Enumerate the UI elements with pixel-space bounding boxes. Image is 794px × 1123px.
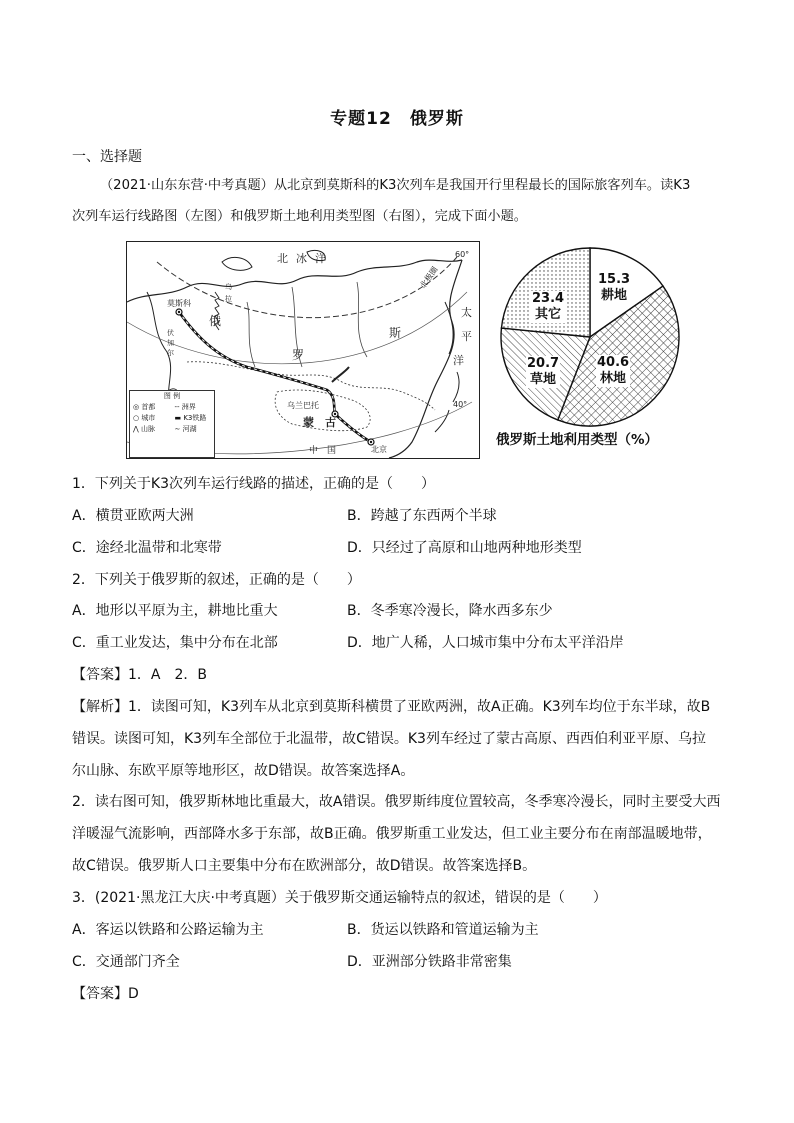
- map-legend: [129, 390, 215, 458]
- pie-slices: [501, 248, 679, 426]
- moscow-label: 莫斯科: [167, 299, 191, 308]
- legend-capital: ◎ 首都: [133, 403, 156, 411]
- arctic-circle-label: 北极圈: [418, 265, 440, 290]
- arctic-ocean-label: 北冰洋: [277, 252, 334, 265]
- analysis-line-2: 错误。读图可知，K3列车全部位于北温带，故C错误。K3列车经过了蒙古高原、西西伯利亚平原、乌拉: [72, 731, 706, 747]
- border-icon: ‐‐: [174, 403, 180, 411]
- q2-option-d: D．地广人稀，人口城市集中分布太平洋沿岸: [347, 635, 624, 651]
- analysis-line-6: 故C错误。俄罗斯人口主要集中分布在欧洲部分，故D错误。故答案选择B。: [72, 858, 537, 874]
- lat-40-label: 40°: [453, 400, 468, 409]
- grassland-label: [526, 356, 560, 388]
- other-value: 23.4: [532, 291, 565, 306]
- q3-option-a: A．客运以铁路和公路运输为主: [72, 922, 264, 938]
- river-icon: ∼: [174, 425, 181, 433]
- q1-stem: 1．下列关于K3次列车运行线路的描述，正确的是（ ）: [72, 476, 435, 492]
- northern-coastline: [127, 260, 462, 302]
- farmland-value: 15.3: [598, 272, 631, 287]
- intro-line-1: （2021·山东东营·中考真题）从北京到莫斯科的K3次列车是我国开行里程最长的国际旅客列车。读K3: [100, 178, 691, 193]
- q3-stem: 3．(2021·黑龙江大庆·中考真题）关于俄罗斯交通运输特点的叙述，错误的是（ ）: [72, 890, 607, 906]
- farmland-name: 耕地: [601, 288, 628, 303]
- page-title: 专题12 俄罗斯: [330, 109, 464, 129]
- arctic-circle-line: [157, 257, 457, 318]
- legend-city: ○ 城市: [133, 414, 156, 422]
- q3-option-d: D．亚洲部分铁路非常密集: [347, 954, 512, 970]
- q2-option-a: A．地形以平原为主，耕地比重大: [72, 603, 278, 619]
- farmland-label: [598, 272, 630, 304]
- legend-title: 图 例: [163, 392, 181, 400]
- kamchatka: [445, 302, 453, 354]
- analysis-line-4: 2．读右图可知，俄罗斯林地比重最大，故A错误。俄罗斯纬度位置较高，冬季寒冷漫长，同时主要受大西: [72, 794, 721, 810]
- volga-label-2: 加: [167, 339, 174, 347]
- analysis-line-5: 洋暖湿气流影响，西部降水多于东部，故B正确。俄罗斯重工业发达，但工业主要分布在南部温暖地带，: [72, 826, 712, 842]
- analysis-line-3: 尔山脉、东欧平原等地形区，故D错误。故答案选择A。: [72, 763, 415, 779]
- q3-option-b: B．货运以铁路和管道运输为主: [347, 922, 539, 938]
- pacific-label-1: 太: [461, 306, 472, 319]
- lat-60-label: 60°: [455, 250, 470, 259]
- russia-label-2: 罗: [292, 348, 305, 362]
- legend-railway: ▬ K3铁路: [174, 414, 207, 422]
- volga-label-1: 伏: [167, 329, 174, 337]
- intro-line-2: 次列车运行线路图（左图）和俄罗斯土地利用类型图（右图），完成下面小题。: [72, 209, 527, 224]
- lena-river: [357, 282, 367, 357]
- ural-label-2: 拉: [225, 295, 232, 303]
- ob-river: [247, 302, 255, 367]
- analysis-line-1: 【解析】1．读图可知，K3列车从北京到莫斯科横贯了亚欧两洲，故A正确。K3列车均位于东半球，故B: [72, 699, 711, 715]
- grassland-name: 草地: [530, 372, 557, 387]
- ural-label-1: 乌: [225, 283, 232, 291]
- forest-label: [596, 355, 630, 387]
- forest-name: 林地: [600, 371, 627, 386]
- railway-icon: ▬: [174, 414, 182, 422]
- q2-option-b: B．冬季寒冷漫长，降水西多东少: [347, 603, 553, 619]
- answer-1-2: 【答案】1．A 2．B: [72, 667, 207, 683]
- beijing-label: 北京: [371, 445, 387, 454]
- pacific-label-2: 平: [461, 330, 472, 343]
- volga-label-3: 尔: [167, 349, 174, 357]
- q1-option-a: A．横贯亚欧两大洲: [72, 508, 194, 524]
- china-label: 中 国: [309, 446, 337, 456]
- q1-option-c: C．途经北温带和北寒带: [72, 540, 222, 556]
- russia-label-3: 斯: [389, 326, 402, 340]
- mongolia-label: 蒙 古: [303, 416, 336, 429]
- section-heading: 一、选择题: [72, 149, 142, 165]
- legend-mountain: ⋀ 山脉: [133, 425, 155, 433]
- q2-option-c: C．重工业发达，集中分布在北部: [72, 635, 278, 651]
- ulaanbaatar-label: 乌兰巴托: [287, 401, 319, 410]
- intro-paragraph: [72, 170, 732, 232]
- other-label: [531, 291, 565, 323]
- legend-continent-border: ‐‐ 洲界: [174, 403, 196, 411]
- land-use-pie-chart: [498, 245, 682, 429]
- k3-route-map: [126, 241, 480, 459]
- answer-3: 【答案】D: [72, 986, 139, 1002]
- russia-label-1: 俄: [209, 314, 222, 328]
- q1-option-d: D．只经过了高原和山地两种地形类型: [347, 540, 582, 556]
- q1-option-b: B．跨越了东西两个半球: [347, 508, 497, 524]
- q2-stem: 2．下列关于俄罗斯的叙述，正确的是（ ）: [72, 572, 361, 588]
- pacific-label-3: 洋: [453, 354, 464, 367]
- grassland-value: 20.7: [527, 356, 560, 371]
- capital-icon: ◎: [133, 403, 140, 411]
- mountain-icon: ⋀: [133, 425, 139, 433]
- pie-chart-title: 俄罗斯土地利用类型（%）: [496, 432, 659, 448]
- other-name: 其它: [535, 307, 562, 322]
- lake-baikal: [332, 367, 349, 382]
- forest-value: 40.6: [597, 355, 630, 370]
- legend-river: ∼ 河湖: [174, 425, 197, 433]
- q3-option-c: C．交通部门齐全: [72, 954, 180, 970]
- city-icon: ○: [133, 414, 140, 422]
